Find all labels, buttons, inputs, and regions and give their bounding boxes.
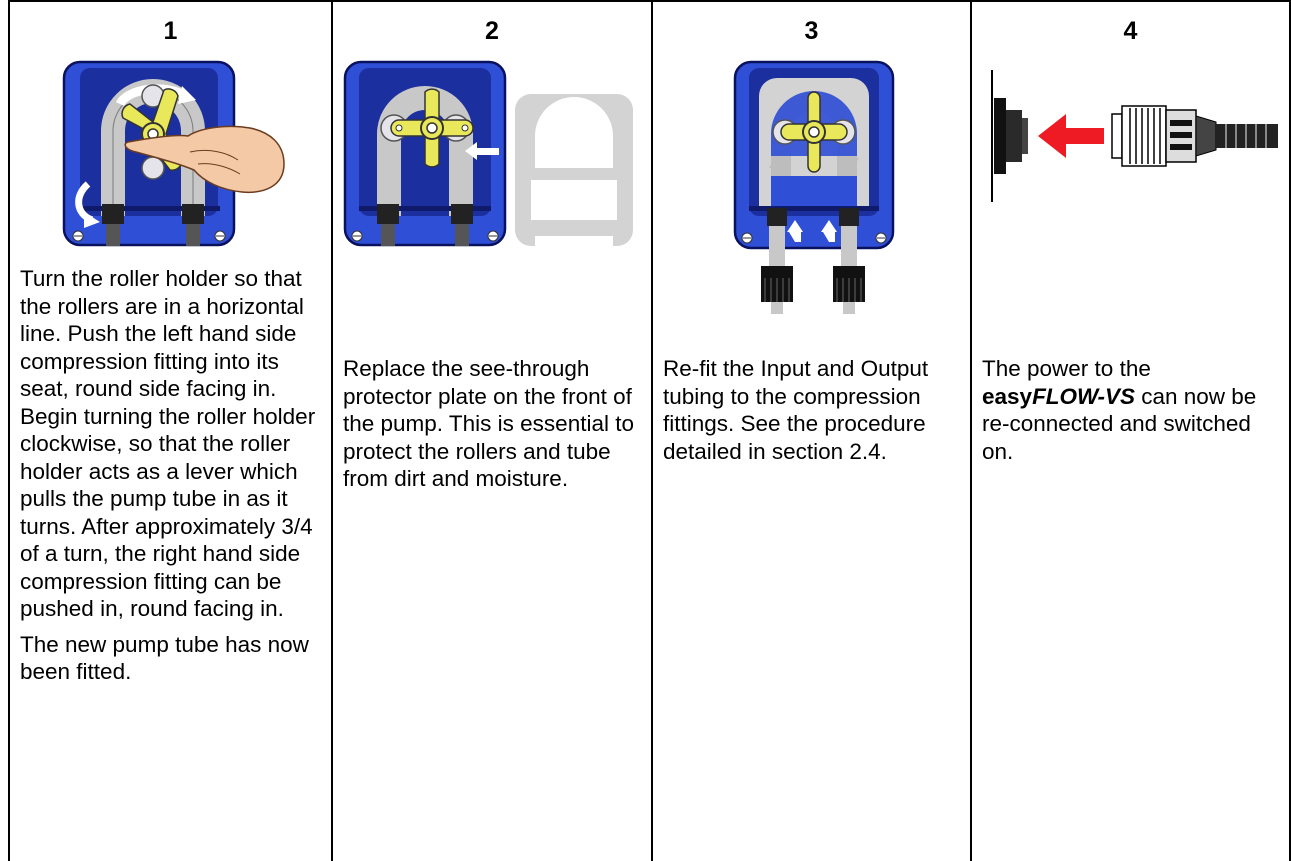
instruction-paragraph [982, 355, 1282, 465]
brand-name-suffix: FLOW-VS [1032, 383, 1135, 409]
step-1-instructions [20, 265, 325, 686]
step-4 [972, 0, 1289, 861]
step-1 [10, 0, 331, 861]
instruction-text: The power to the [982, 356, 1151, 381]
step-4-instructions [982, 355, 1282, 465]
instruction-paragraph: Replace the see-through protector plate on the front of the pump. This is essential to protect the rollers and tube from dirt and moisture. [343, 356, 634, 491]
instruction-paragraph: The new pump tube has now been fitted. [20, 631, 309, 684]
instruction-paragraph: Turn the roller holder so that the rollers are in a horizontal line. Push the left hand side compression fitting into its seat, round side facing in. Begin turning the roller holder clockwise, so that the roller holder acts as a lever which pulls the pump tube in as it turns. After approximately 3/4 of a turn, the right hand side compression fitting can be pushed in, round facing in. [20, 266, 316, 621]
step-2-instructions [343, 355, 643, 493]
step-number: 3 [804, 17, 819, 45]
power-connector-illustration [984, 70, 1284, 206]
tubing-refit-illustration [729, 56, 899, 316]
instruction-paragraph: Re-fit the Input and Output tubing to the compression fittings. See the procedure detailed in section 2.4. [663, 356, 929, 464]
step-2 [333, 0, 651, 861]
step-number: 2 [485, 17, 499, 45]
step-3-instructions [663, 355, 963, 465]
pump-roller-fitting-illustration [58, 56, 288, 251]
step-3 [653, 0, 970, 861]
protector-plate-illustration [339, 56, 639, 251]
step-number: 1 [163, 17, 178, 45]
step-number: 4 [1123, 17, 1138, 45]
instruction-text: can now be re-connected and switched on. [982, 383, 1257, 464]
brand-name-prefix: easy [982, 383, 1033, 409]
